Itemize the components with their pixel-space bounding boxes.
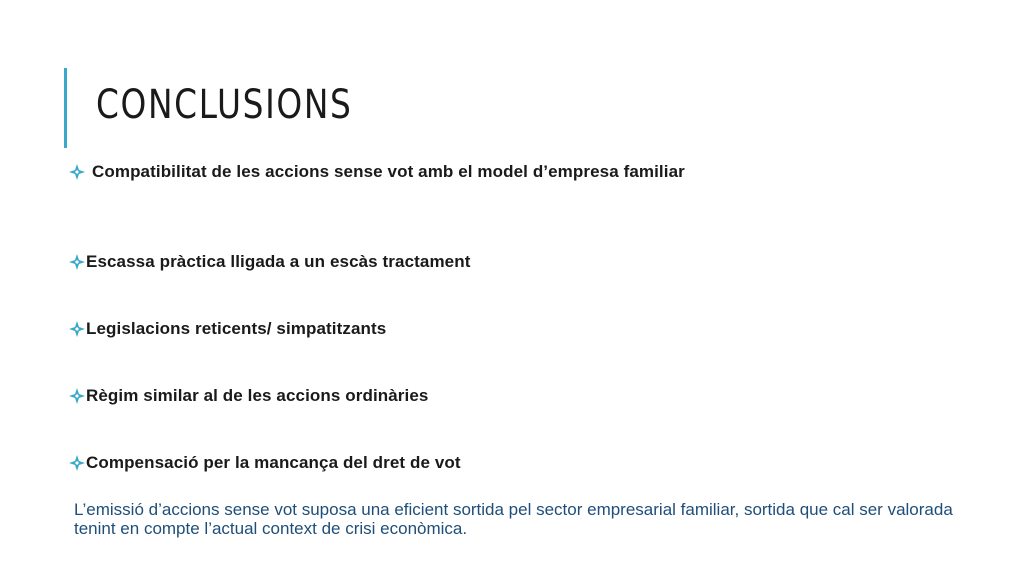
diamond-bullet-icon	[68, 320, 86, 338]
diamond-bullet-icon	[68, 253, 86, 271]
bullet-text: Legislacions reticents/ simpatitzants	[86, 318, 387, 338]
bullet-item	[68, 362, 948, 429]
bullet-item	[68, 160, 948, 184]
bullet-text: Escassa pràctica lligada a un escàs tractament	[86, 251, 471, 271]
bullet-list	[68, 160, 948, 496]
title-accent-bar	[64, 68, 67, 148]
bullet-text: Compensació per la mancança del dret de vot	[86, 452, 461, 472]
slide-title: CONCLUSIONS	[96, 82, 353, 128]
bullet-text: Compatibilitat de les accions sense vot amb el model d’empresa familiar	[92, 162, 685, 181]
diamond-bullet-icon	[68, 387, 86, 405]
bullet-item	[68, 228, 948, 295]
bullet-item	[68, 429, 948, 496]
diamond-bullet-icon	[68, 454, 86, 472]
bullet-item	[68, 295, 948, 362]
conclusion-paragraph: L’emissió d’accions sense vot suposa una eficient sortida pel sector empresarial familiar, sortida que cal ser valorada tenint en compte l’actual context de crisi econòmica.	[74, 500, 953, 538]
bullet-text: Règim similar al de les accions ordinàries	[86, 385, 429, 405]
diamond-bullet-icon	[68, 163, 86, 181]
